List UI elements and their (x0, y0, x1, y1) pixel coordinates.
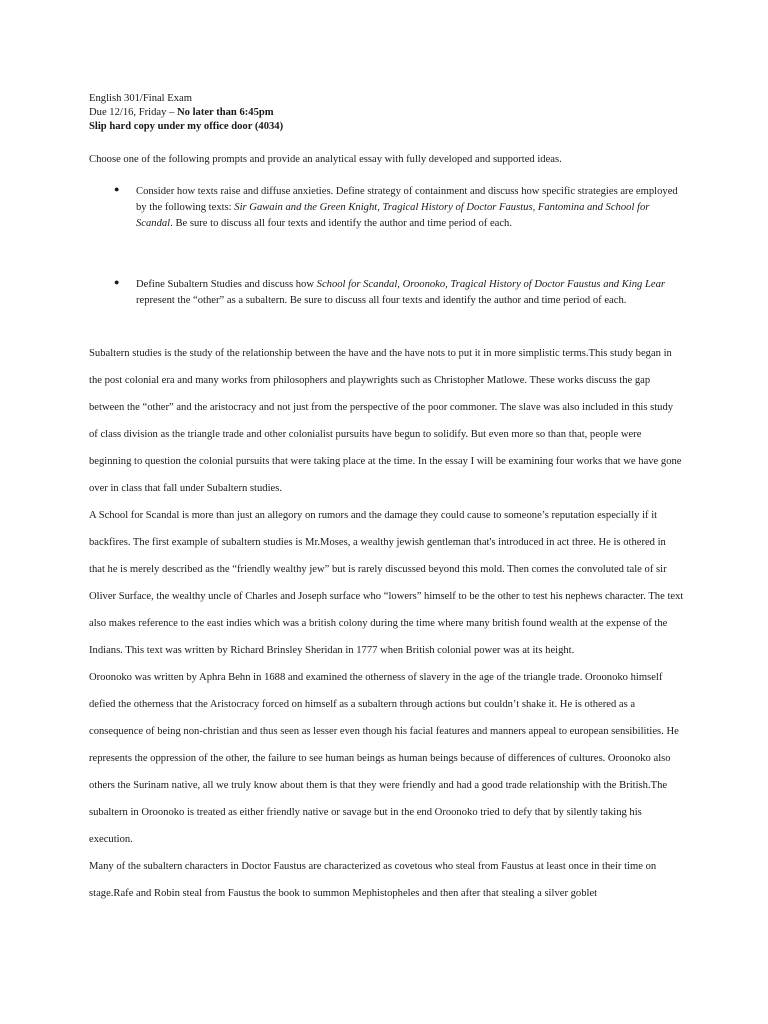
course-title: English 301/Final Exam (89, 93, 192, 104)
prompt-2-text-end: represent the “other” as a subaltern. Be sure to discuss all four texts and identify the author and time period of each. (136, 295, 627, 306)
bullet-icon: ● (114, 184, 120, 194)
prompt-1-titles: Sir Gawain and the Green Knight, Tragical History of Doctor Faustus, Fantomina and School for Scandal (136, 202, 650, 229)
essay-paragraph-1: Subaltern studies is the study of the relationship between the have and the have nots to put it in more simplistic terms.This study began in the post colonial era and many works from philosophers and playwrights such as Christopher Matlowe. These works discuss the gap between the “other” and the aristocracy and not just from the perspective of the poor commoner. The slave was also included in this study of class division as the triangle trade and other colonialist pursuits have begun to solidify. But even more so than that, people were beginning to question the colonial pursuits that were taking place at the time. In the essay I will be examining four works that we have gone over in class that fall under Subaltern studies. (89, 348, 682, 494)
essay-paragraph-3: Oroonoko was written by Aphra Behn in 1688 and examined the otherness of slavery in the age of the triangle trade. Oroonoko himself defied the otherness that the Aristocracy forced on himself as a subaltern through actions but couldn’t shake it. He is othered as a consequence of being non-christian and thus seen as lesser even though his facial features and manners appeal to european sensibilities. He represents the oppression of the other, the failure to see human beings as human beings because of differences of cultures. Oroonoko also others the Surinam native, all we truly know about them is that they were friendly and had a good trade relationship with the British.The subaltern in Oroonoko is treated as either friendly native or savage but in the end Oroonoko tried to defy that by silently taking his execution. (89, 672, 679, 845)
deadline-time: No later than 6:45pm (176, 107, 274, 118)
prompt-2-text-start: Define Subaltern Studies and discuss how (136, 279, 317, 290)
prompt-1-text-end: . Be sure to discuss all four texts and identify the author and time period of each. (170, 218, 512, 229)
prompt-2-titles: School for Scandal, Oroonoko, Tragical History of Doctor Faustus and King Lear (316, 279, 665, 290)
prompt-text-2 (136, 277, 684, 309)
instructions-text: Choose one of the following prompts and provide an analytical essay with fully developed and supported ideas. (89, 154, 562, 165)
prompt-text-1 (136, 184, 684, 232)
prompt-1-text-start: Consider how texts raise and diffuse anxieties. Define strategy of containment and discuss how specific strategies are employed by the following texts: (136, 186, 678, 213)
exam-header (89, 92, 283, 134)
essay-paragraph-2: A School for Scandal is more than just an allegory on rumors and the damage they could cause to someone’s reputation especially if it backfires. The first example of subaltern studies is Mr.Moses, a wealthy jewish gentleman that's introduced in act three. He is othered in that he is merely described as the “friendly wealthy jew” but is rarely discussed beyond this mold. Then comes the convoluted tale of sir Oliver Surface, the wealthy uncle of Charles and Joseph surface who “lowers” himself to be the other to test his nephews character. The text also makes reference to the east indies which was a british colony during the time where many british found wealth at the expense of the Indians. This text was written by Richard Brinsley Sheridan in 1777 when British colonial power was at its height. (89, 510, 684, 656)
due-date (89, 106, 283, 120)
essay-paragraph-4: Many of the subaltern characters in Doctor Faustus are characterized as covetous who steal from Faustus at least once in their time on stage.Rafe and Robin steal from Faustus the book to summon Mephistopheles and then after that stealing a silver goblet (89, 861, 657, 899)
due-date-text: Due 12/16, Friday – (89, 107, 177, 118)
submission-instructions: Slip hard copy under my office door (4034) (89, 121, 284, 132)
essay-body (89, 340, 684, 907)
bullet-icon: ● (114, 277, 120, 287)
